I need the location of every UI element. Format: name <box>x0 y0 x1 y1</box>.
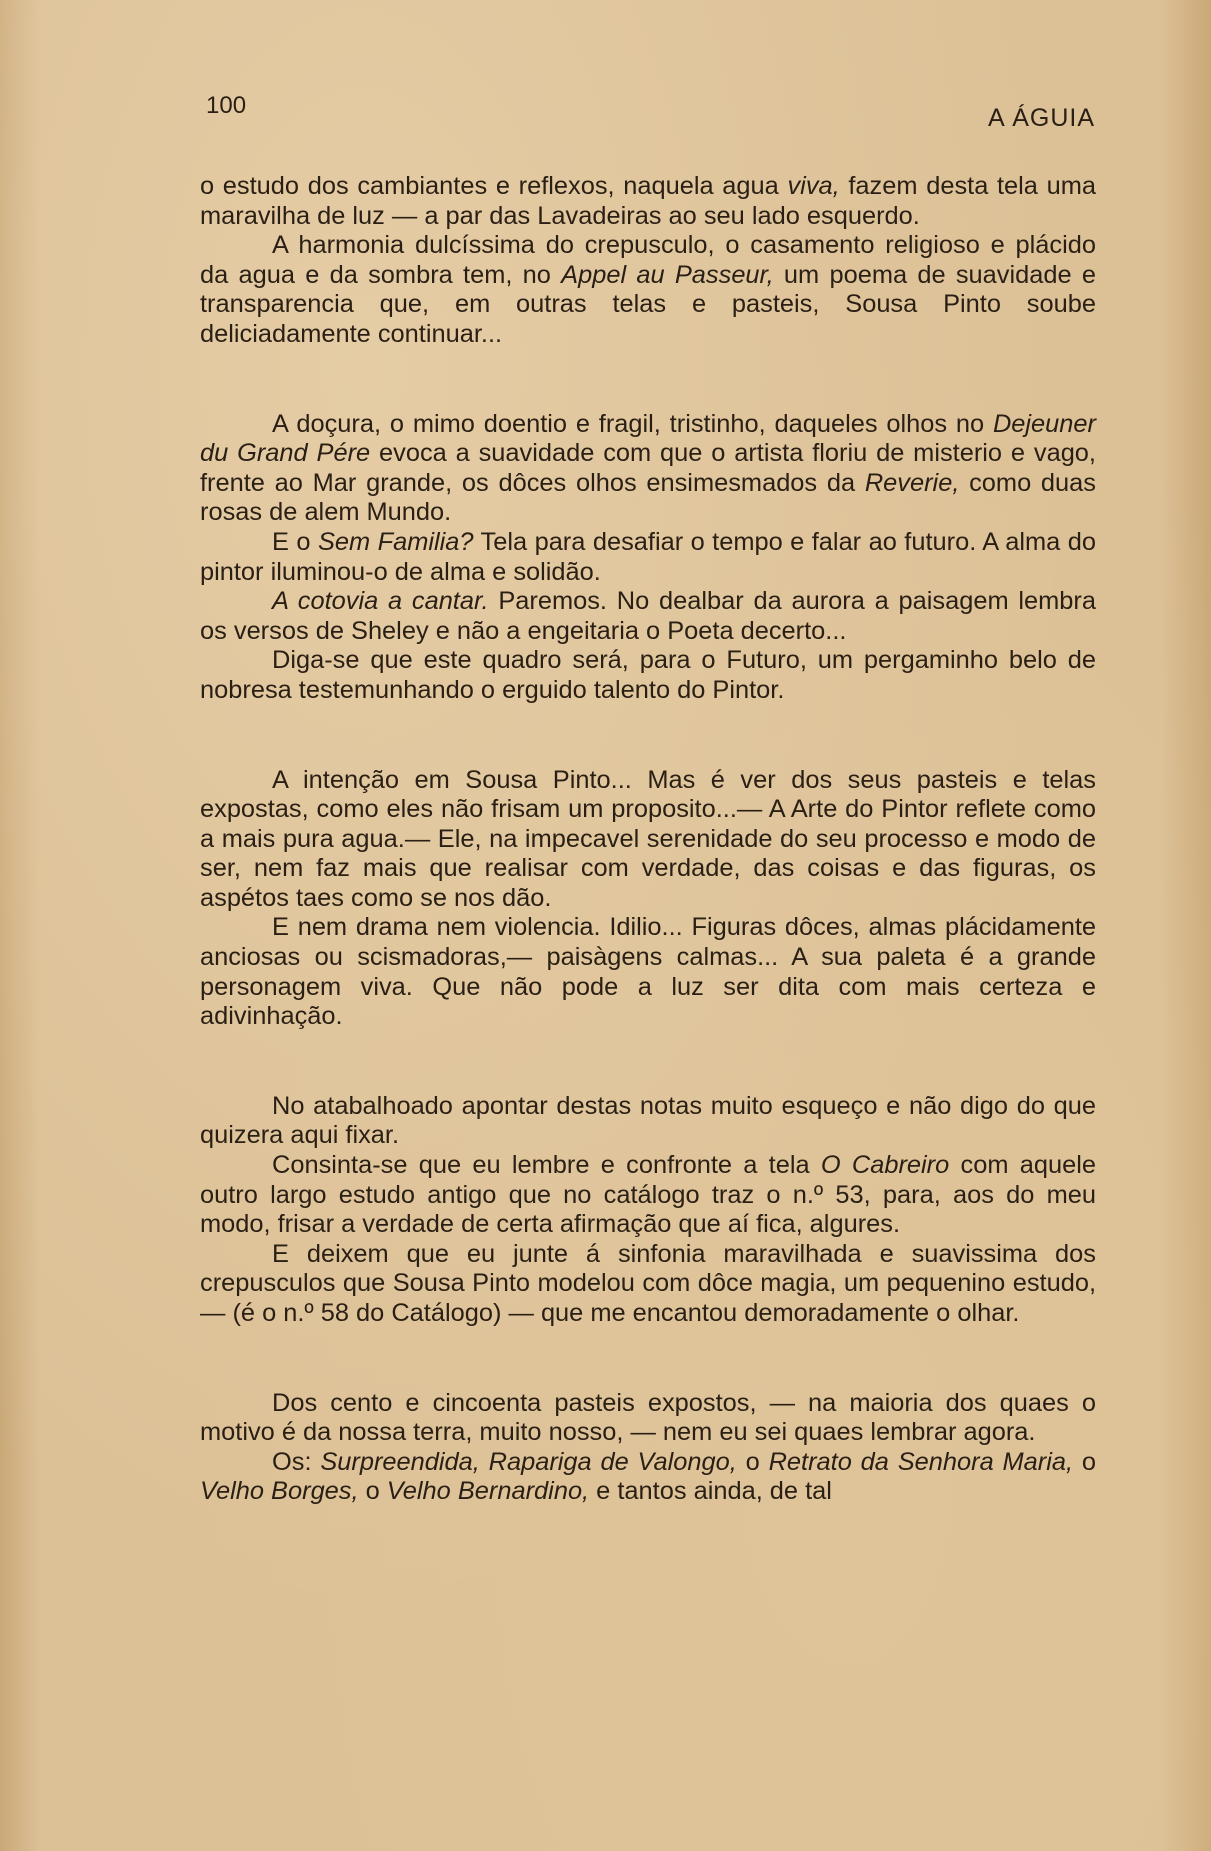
paragraph <box>200 1448 1096 1507</box>
text-run: Paremos. No dealbar da aurora a paisagem lembra os versos de Sheley e não a engeitaria o Poeta decerto... <box>200 587 1096 645</box>
italic-title: Reverie, <box>864 468 960 497</box>
text-run: Consinta-se que eu lembre e confronte a tela <box>272 1151 821 1180</box>
text-run: Os: <box>272 1447 321 1476</box>
text-run: Tela para desafiar o tempo e falar ao futuro. A alma do pintor iluminou-o de alma e solidão. <box>200 527 1096 586</box>
italic-title: Appel au Passeur, <box>561 260 774 289</box>
paragraph <box>200 528 1096 587</box>
italic-title: A cotovia a cantar. <box>272 587 489 616</box>
text-run: Diga-se que este quadro será, para o Futuro, um pergaminho belo de nobresa testemunhando o erguido talento do Pintor. <box>200 646 1096 704</box>
page-number: 100 <box>206 92 247 119</box>
text-run: o <box>1073 1447 1096 1476</box>
text-run: um poema de suavidade e transparencia que, em outras telas e pasteis, Sousa Pinto soube deliciadamente continuar... <box>200 260 1096 348</box>
paragraph <box>200 913 1096 1031</box>
text-run: No atabalhoado apontar destas notas muito esqueço e não digo do que quizera aqui fixar. <box>200 1091 1096 1150</box>
text-run: o estudo dos cambiantes e reflexos, naquela agua <box>200 172 788 200</box>
body-text <box>200 172 1096 1507</box>
italic-title: Sem Familia? <box>317 527 474 556</box>
text-run: A harmonia dulcíssima do crepusculo, o casamento religioso e plácido da agua e da sombra tem, no <box>200 231 1096 289</box>
italic-title: Velho Borges, <box>200 1477 359 1506</box>
text-run: E nem drama nem violencia. Idilio... Figuras dôces, almas plácidamente anciosas ou scismadoras,— paisàgens calmas... A sua paleta é a grande personagem viva. Que não pode a luz ser dita com mais certeza e adivinhação. <box>200 913 1096 1031</box>
paragraph <box>200 1151 1096 1240</box>
running-head: A ÁGUIA <box>987 104 1095 132</box>
italic-title: Retrato da Senhora Maria, <box>768 1447 1074 1476</box>
text-run: E deixem que eu junte á sinfonia maravilhada e suavissima dos crepusculos que Sousa Pinto modelou com dôce magia, um pequenino estudo,— (é o n.º 58 do Catálogo) — que me encantou demoradamente o olhar. <box>200 1239 1096 1327</box>
paragraph <box>200 646 1096 705</box>
text-run: Dos cento e cincoenta pasteis expostos, — na maioria dos quaes o motivo é da nossa terra, muito nosso, — nem eu sei quaes lembrar agora. <box>200 1388 1096 1447</box>
paragraph <box>200 766 1096 914</box>
italic-title: Surpreendida, Rapariga de Valongo, <box>320 1447 737 1476</box>
paragraph <box>200 587 1096 646</box>
italic-title: Dejeuner du Grand Pére <box>200 409 1096 468</box>
text-run: o <box>358 1477 387 1506</box>
paragraph <box>200 1092 1096 1151</box>
text-run: e tantos ainda, de tal <box>589 1477 832 1506</box>
page-header <box>206 92 1095 132</box>
paragraph <box>200 1240 1096 1329</box>
text-run: evoca a suavidade com que o artista floriu de misterio e vago, frente ao Mar grande, os dôces olhos ensimesmados da <box>200 439 1096 497</box>
text-run: o <box>736 1447 769 1476</box>
text-run: A doçura, o mimo doentio e fragil, tristinho, daqueles olhos no <box>272 409 993 438</box>
paragraph <box>200 231 1096 349</box>
text-run: com aquele outro largo estudo antigo que no catálogo traz o n.º 53, para, aos do meu modo, frisar a verdade de certa afirmação que aí fica, algures. <box>200 1151 1096 1239</box>
paragraph <box>200 1389 1096 1448</box>
italic-title: O Cabreiro <box>820 1151 950 1180</box>
text-run: fazem desta tela uma maravilha de luz — a par das Lavadeiras ao seu lado esquerdo. <box>200 172 1096 230</box>
text-run: como duas rosas de alem Mundo. <box>200 468 1096 527</box>
text-run: A intenção em Sousa Pinto... Mas é ver dos seus pasteis e telas expostas, como eles não frisam um proposito...— A Arte do Pintor reflete como a mais pura agua.— Ele, na impecavel serenidade do seu processo e modo de ser, nem faz mais que realisar com verdade, das coisas e das figuras, os aspétos taes como se nos dão. <box>200 765 1096 912</box>
text-run: E o <box>272 527 318 556</box>
italic-title: Velho Bernardino, <box>386 1477 590 1506</box>
paragraph <box>200 410 1096 528</box>
paragraph <box>200 172 1096 231</box>
italic-title: viva, <box>787 172 840 200</box>
